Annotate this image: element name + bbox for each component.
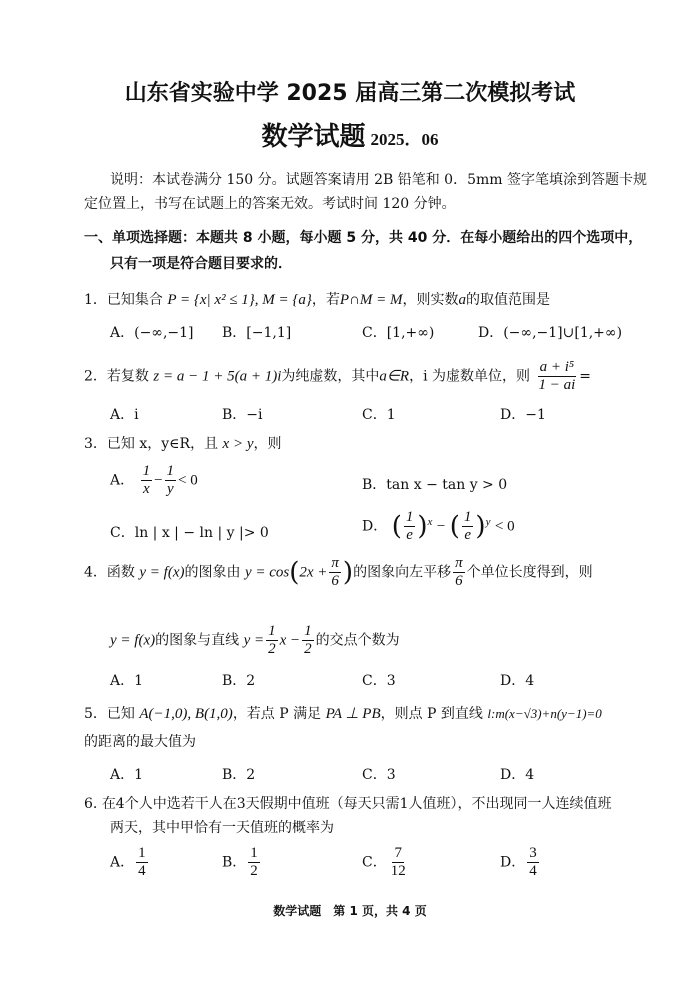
q2-option-d: D．−1 [500,407,546,423]
exam-date: 2025．06 [370,130,439,149]
q6-c-d: 12 [390,863,406,879]
q4-pi: π [331,555,339,571]
q1-option-a: A．(−∞,−1] [110,325,194,341]
q6-b-d: 2 [250,863,258,879]
q3-d-sup-2: y [485,515,491,528]
q6-d-frac [527,846,539,879]
q4-six: 6 [331,573,339,589]
q2-eq: = [579,368,592,385]
q3-d-lparen-2: ( [449,511,460,542]
q4-shift-frac [453,556,465,589]
q4-shift-six: 6 [455,573,463,589]
q3-a-frac-2 [165,464,177,497]
q1-mid: ，若 [311,292,340,308]
q5-condition: PA ⊥ PB [325,706,381,722]
q1-post: ，则实数 [402,292,459,308]
q6-number: 6. [84,796,98,812]
q3-d-n2: 1 [463,509,472,525]
q4-half-2 [302,624,314,657]
q6-a-frac [136,846,148,879]
q3-d-n1: 1 [405,509,414,525]
subject-title: 数学试题 [261,122,366,152]
q2-mid: 为纯虚数，其中 [281,368,380,385]
q4-f: y = f(x) [139,564,185,581]
q6-c-frac [389,846,408,879]
instructions-line-1: 说明：本试卷满分 150 分。试题答案请用 2B 铅笔和 0．5mm 签字笔填涂到答题卡规 [110,172,647,188]
q1-option-c: C．[1,+∞) [362,325,435,341]
q5-option-b: B．2 [222,767,256,783]
q1-set: P = {x| x² ≤ 1}, M = {a} [167,292,312,308]
q6-d-label: D． [500,854,526,871]
q1-condition: P∩M = M [339,292,403,308]
q4-option-c: C．3 [362,673,396,689]
q3-d-frac-1 [404,510,416,543]
q5-mid: ，若点 P 满足 [232,706,322,722]
q3-d-label: D． [362,518,388,535]
q3-option-d [362,510,515,543]
q1-number: 1． [84,292,107,308]
q6-c-n: 7 [394,845,402,861]
q1-option-b: B．[−1,1] [222,325,292,341]
q6-option-a [110,846,150,879]
q6-option-c [362,846,410,879]
q4-cos: y = cos [244,564,290,581]
q4-mid2: 的图象向左平移 [353,564,452,581]
q4-post: 个单位长度得到，则 [466,564,593,581]
q3-text: 已知 x，y∈R，且 [106,436,219,452]
q4-line2-f: y = f(x) [110,632,156,649]
question-4-line-2 [110,624,400,657]
q4-shift-pi: π [455,555,463,571]
q5-option-a: A．1 [110,767,144,783]
q5-option-d: D．4 [500,767,535,783]
q2-expr: z = a − 1 + 5(a + 1)i [153,368,282,385]
subject-line [0,116,700,153]
q3-a-end: < 0 [178,472,198,489]
q3-d-rparen-2: ) [475,511,486,542]
q2-number: 2． [84,368,107,385]
q6-d-n: 3 [529,845,537,861]
q3-a-n2: 1 [166,463,175,479]
q3-a-minus: − [154,472,163,489]
question-6-line-1 [84,794,612,814]
q6-line1: 在4个人中选若干人在3天假期中值班（每天只需1人值班），不出现同一人连续值班 [101,796,612,812]
q2-fraction [536,360,577,393]
q2-frac-num: a + i⁵ [539,359,575,375]
question-5-line-1 [84,704,602,724]
question-1 [84,290,550,310]
q4-line2-y: y = [243,632,265,649]
q4-line2-mid: 的图象与直线 [155,632,240,649]
question-6-line-2: 两天，其中甲恰有一天值班的概率为 [110,820,334,836]
q5-pre: 已知 [106,706,135,722]
q3-d-sup-1: x [427,515,433,528]
q4-pi-frac [329,556,341,589]
instructions-line-2: 定位置上，书写在试题上的答案无效。考试时间 120 分钟。 [84,196,456,212]
q3-option-c: C．ln | x | − ln | y |> 0 [110,525,269,541]
q5-number: 5． [84,706,107,722]
q6-b-label: B． [222,854,247,871]
q3-option-b: B．tan x − tan y > 0 [362,477,508,493]
page-footer: 数学试题 第 1 页，共 4 页 [273,904,427,918]
q2-option-a: A．i [110,407,139,423]
question-2 [84,360,591,393]
q1-pre: 已知集合 [106,292,163,308]
q3-a-label: A． [110,472,135,489]
q2-option-c: C．1 [362,407,396,423]
q6-option-b [222,846,262,879]
q3-a-d1: x [142,481,150,497]
q6-c-label: C． [362,854,387,871]
q2-condition: a∈R [379,368,410,385]
q4-half1-n: 1 [268,623,276,639]
q4-inner: 2x + [299,564,328,581]
q3-number: 3． [84,436,107,452]
q2-frac-den: 1 − ai [538,377,576,393]
q6-b-n: 1 [250,845,258,861]
q4-half1-d: 2 [268,641,276,657]
question-5-line-2: 的距离的最大值为 [84,734,196,750]
q3-a-n1: 1 [142,463,151,479]
section-1-heading: 一、单项选择题：本题共 8 小题，每小题 5 分，共 40 分．在每小题给出的四个选项中， [84,230,643,246]
q4-line2-x: x − [279,632,301,649]
q3-d-rparen-1: ) [417,511,428,542]
question-4-line-1 [84,556,593,589]
q4-mid1: 的图象由 [184,564,241,581]
q3-condition: x > y [222,436,254,452]
exam-title: 山东省实验中学 2025 届高三第二次模拟考试 [124,81,576,106]
q6-a-d: 4 [138,863,146,879]
q4-option-b: B．2 [222,673,256,689]
q4-half2-d: 2 [304,641,312,657]
q2-post: ，i 为虚数单位，则 [409,368,531,385]
q4-lparen: ( [289,557,300,588]
q4-option-a: A．1 [110,673,144,689]
q5-points: A(−1,0), B(1,0) [139,706,233,722]
q5-line-eq: l:m(x−√3)+n(y−1)=0 [487,706,602,721]
q4-line2-end: 的交点个数为 [315,632,400,649]
q3-a-d2: y [166,481,174,497]
q4-number: 4． [84,564,107,581]
q3-d-d2: e [464,527,471,543]
q3-d-d1: e [406,527,413,543]
q3-d-end: < 0 [494,518,515,535]
q2-option-b: B．−i [222,407,263,423]
q1-end: 的取值范围是 [466,292,551,308]
q4-half-1 [266,624,278,657]
q5-post: ，则点 P 到直线 [380,706,483,722]
q6-b-frac [248,846,260,879]
q3-option-a [110,464,198,497]
q1-option-d: D．(−∞,−1]∪[1,+∞) [478,325,623,341]
q6-d-d: 4 [529,863,537,879]
q3-d-minus: − [436,518,446,535]
q6-option-d [500,846,541,879]
q6-a-n: 1 [138,845,146,861]
q4-option-d: D．4 [500,673,535,689]
q4-half2-n: 1 [304,623,312,639]
q1-var: a [458,292,467,308]
q3-a-frac-1 [141,464,153,497]
q3-d-lparen-1: ( [391,511,402,542]
q4-rparen: ) [342,557,354,588]
q5-option-c: C．3 [362,767,396,783]
q4-pre: 函数 [106,564,135,581]
question-3 [84,434,281,454]
q6-a-label: A． [110,854,135,871]
q2-pre: 若复数 [106,368,149,385]
q3-d-frac-2 [462,510,474,543]
section-1-subheading: 只有一项是符合题目要求的． [110,256,292,272]
q3-post: ，则 [253,436,282,452]
